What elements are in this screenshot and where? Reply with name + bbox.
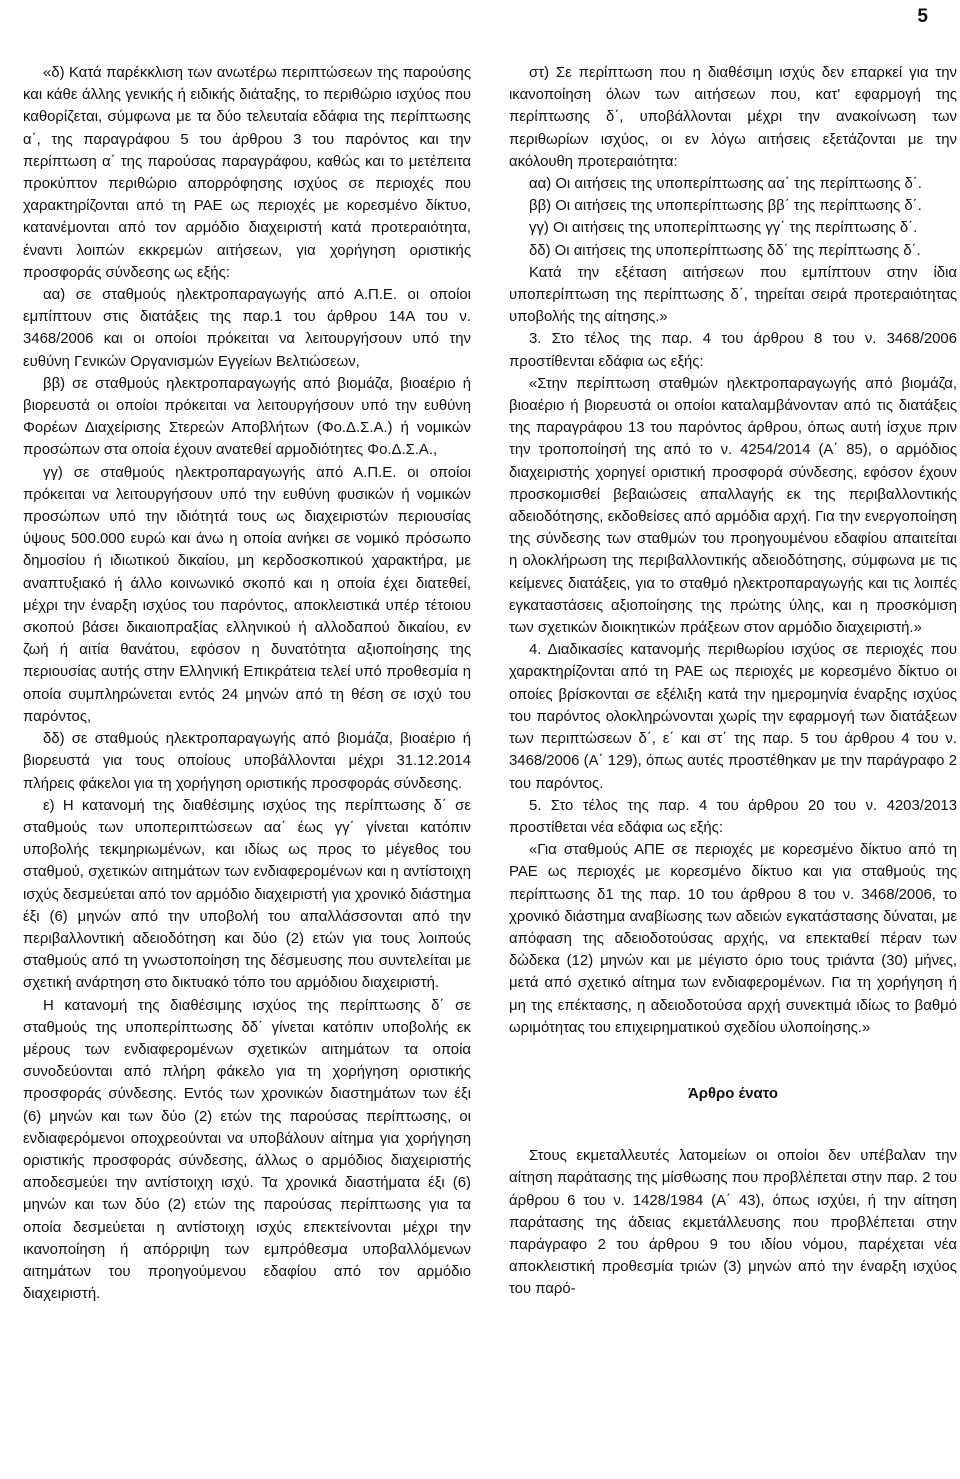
paragraph: στ) Σε περίπτωση που η διαθέσιμη ισχύς δεν επαρκεί για την ικανοποίηση όλων των αιτήσεων που, κατ' εφαρμογή της περίπτωσης δ΄, υποβάλλονται μέχρι την ανακοίνωση των περιθωρίων ισχύος, οι εν λόγω αιτήσεις εξετάζονται με την ακόλουθη προτεραιότητα:: [509, 65, 957, 170]
article-text: Στους εκμεταλλευτές λατομείων οι οποίοι δεν υπέβαλαν την αίτηση παράτασης της μίσθωσης που προβλέπεται στην παρ. 2 του άρθρου 6 του ν. 1428/1984 (Α΄ 43), όπως ισχύει, ή την αίτηση παράτασης της άδειας εκμετάλλευσης που προβλέπεται στην παράγραφο 2 του άρθρου 9 του ιδίου νόμου, παρέχεται νέα αποκλειστική προθεσμία τριών (3) μηνών από την έναρξη ισχύος του παρό-: [509, 1148, 957, 1298]
paragraph: Κατά την εξέταση αιτήσεων που εμπίπτουν στην ίδια υποπερίπτωση της περίπτωσης δ΄, τηρείται σειρά προτεραιότητας υποβολής της αίτησης.»: [509, 264, 957, 326]
paragraph: 4. Διαδικασίες κατανομής περιθωρίου ισχύος σε περιοχές που χαρακτηρίζονται από τη ΡΑΕ ως περιοχές με κορεσμένο δίκτυο οι οποίες βρίσκονται σε εξέλιξη κατά την ημερομηνία έναρξης ισχύος του παρόντος ολοκληρώνονται χωρίς την εφαρμογή των διατάξεων των περιπτώσεων δ΄, ε΄ και στ΄ της παρ. 5 του άρθρου 4 του ν. 3468/2006 (Α΄ 129), όπως αυτές προστέθηκαν με την παράγραφο 2 του παρόντος.: [509, 642, 957, 792]
right-column: [509, 62, 957, 1301]
paragraph: δδ) Οι αιτήσεις της υποπερίπτωσης δδ΄ της περίπτωσης δ΄.: [529, 242, 921, 259]
paragraph: γγ) σε σταθμούς ηλεκτροπαραγωγής από Α.Π.Ε. οι οποίοι πρόκειται να λειτουργήσουν υπό την ευθύνη φυσικών ή νομικών προσώπων υπό την ιδιότητά τους ως διαχειριστών περιουσίας ύψους 500.000 ευρώ και άνω η οποία ανήκει σε νομικό πρόσωπο δημοσίου ή ιδιωτικού δικαίου, μη κερδοσκοπικού χαρακτήρα, με αναπτυξιακό ή άλλο κοινωνικό σκοπό και η οποία έχει διατεθεί, μέχρι την έναρξη ισχύος του παρόντος, αποκλειστικά υπέρ τέτοιου σκοπού βάσει δικαιοπραξίας ελληνικού ή αλλοδαπού δικαίου, εν ζωή ή αιτία θανάτου, εφόσον η δυνατότητα αξιοποίησης της περιουσίας αυτής στην Ελληνική Επικράτεια τελεί υπό προθεσμία η οποία συμπληρώνεται εντός 24 μηνών από τη θέση σε ισχύ του παρόντος,: [23, 464, 471, 725]
paragraph: ββ) Οι αιτήσεις της υποπερίπτωσης ββ΄ της περίπτωσης δ΄.: [529, 198, 922, 215]
paragraph: 3. Στο τέλος της παρ. 4 του άρθρου 8 του ν. 3468/2006 προστίθενται εδάφια ως εξής:: [509, 331, 957, 370]
paragraph: ε) Η κατανομή της διαθέσιμης ισχύος της περίπτωσης δ΄ σε σταθμούς των υποπεριπτώσεων αα΄ έως γγ΄ γίνεται κατόπιν υποβολής τεκμηριωμένων, και ιδίως ως προς το μέγεθος του σταθμού, σχετικών αιτημάτων των ενδιαφερομένων και η αντίστοιχη ισχύς δεσμεύεται από τον αρμόδιο διαχειριστή για χρονικό διάστημα έξι (6) μηνών από την υποβολή του απαλλάσσονται από την περιβαλλοντική αδειοδότηση και δύο (2) ετών για τους λοιπούς σταθμούς από τη γνωστοποίηση της δέσμευσης που συντελείται με σχετική ανάρτηση στο δικτυακό τόπο του αρμόδιου διαχειριστή.: [23, 797, 471, 992]
paragraph: αα) σε σταθμούς ηλεκτροπαραγωγής από Α.Π.Ε. οι οποίοι εμπίπτουν στις διατάξεις της παρ.1 του άρθρου 14Α του ν. 3468/2006 και οι οποίοι πρόκειται να λειτουργήσουν υπό την ευθύνη Γενικών Οργανισμών Εγγείων Βελτιώσεων,: [23, 287, 471, 370]
article-title: Άρθρο ένατο: [688, 1085, 778, 1102]
left-column: [23, 62, 471, 1305]
paragraph: Η κατανομή της διαθέσιμης ισχύος της περίπτωσης δ΄ σε σταθμούς της υποπερίπτωσης δδ΄ γίνεται κατόπιν υποβολής εκ μέρους των ενδιαφερομένων σχετικών αιτημάτων τα οποία συνοδεύονται από πλήρη φάκελο για τη χορήγηση οριστικής προσφοράς σύνδεσης. Εντός των χρονικών διαστημάτων των έξι (6) μηνών και των δύο (2) ετών της παρούσας περίπτωσης, οι ενδιαφερόμενοι οποχρεούνται να υποβάλουν αίτημα για χορήγηση οριστικής προσφοράς σύνδεσης, άλλως ο αρμόδιος διαχειριστής αποδεσμεύει την αντίστοιχη ισχύ. Τα χρονικά διαστήματα έξι (6) μηνών και των δύο (2) ετών της παρούσας περίπτωσης για τα οποία δεσμεύεται η αντίστοιχη ισχύς επεκτείνονται μέχρι την ικανοποίηση ή απόρριψη των εμπρόθεσμα υποβαλλόμενων αιτημάτων του προηγούμενου εδαφίου από τον αρμόδιο διαχειριστή.: [23, 997, 471, 1303]
paragraph: αα) Οι αιτήσεις της υποπερίπτωσης αα΄ της περίπτωσης δ΄.: [529, 176, 922, 193]
page-number: 5: [917, 6, 928, 27]
paragraph: «Για σταθμούς ΑΠΕ σε περιοχές με κορεσμένο δίκτυο από τη ΡΑΕ ως περιοχές με κορεσμένο δίκτυο και για σταθμούς της περίπτωσης δ1 της παρ. 10 του άρθρου 8 του ν. 3468/2006, το χρονικό διάστημα αναβίωσης των αδειών εγκατάστασης δύναται, με απόφαση της αδειοδοτούσας αρχής, να επεκταθεί πέραν των δώδεκα (12) μηνών και με μέγιστο όριο τους τριάντα (30) μήνες, μετά από σχετικό αίτημα των ενδιαφερομένων. Για τη χορήγηση ή μη της επέκτασης, η αδειοδοτούσα αρχή συνεκτιμά ιδίως το βαθμό ωριμότητας του επιχειρηματικού σχεδίου υλοποίησης.»: [509, 842, 957, 1036]
paragraph: 5. Στο τέλος της παρ. 4 του άρθρου 20 του ν. 4203/2013 προστίθεται νέα εδάφια ως εξής:: [509, 797, 957, 836]
paragraph: «δ) Κατά παρέκκλιση των ανωτέρω περιπτώσεων της παρούσης και κάθε άλλης γενικής ή ειδικής διάταξης, το περιθώριο ισχύος που καθορίζεται, σύμφωνα με τα δύο τελευταία εδάφια της περίπτωσης α΄, της παραγράφου 5 του άρθρου 3 του παρόντος και την περίπτωση α΄ της παρούσας παραγράφου, καθώς και το μετέπειτα προκύπτον περιθώριο απορρόφησης ισχύος σε περιοχές που χαρακτηρίζονται από τη ΡΑΕ ως περιοχές με κορεσμένο δίκτυο, κατανέμονται από τον αρμόδιο διαχειριστή κατά προτεραιότητα, έναντι λοιπών εκκρεμών αιτήσεων, για χορήγηση οριστικής προσφοράς σύνδεσης ως εξής:: [23, 65, 471, 281]
paragraph: ββ) σε σταθμούς ηλεκτροπαραγωγής από βιομάζα, βιοαέριο ή βιορευστά οι οποίοι πρόκειται να λειτουργήσουν υπό την ευθύνη Φορέων Διαχείρισης Στερεών Αποβλήτων (Φο.Δ.Σ.Α.) ή νομικών προσώπων στα οποία έχουν ανατεθεί αρμοδιότητες Φο.Δ.Σ.Α.,: [23, 375, 471, 459]
paragraph: δδ) σε σταθμούς ηλεκτροπαραγωγής από βιομάζα, βιοαέριο ή βιορευστά για τους οποίους υποβάλλονται μέχρι 31.12.2014 πλήρεις φάκελοι για τη χορήγηση οριστικής προσφοράς σύνδεσης.: [23, 731, 471, 792]
paragraph: γγ) Οι αιτήσεις της υποπερίπτωσης γγ΄ της περίπτωσης δ΄.: [529, 220, 918, 237]
paragraph: «Στην περίπτωση σταθμών ηλεκτροπαραγωγής από βιομάζα, βιοαέριο ή βιορευστά οι οποίοι καταλαμβάνονταν από τις διατάξεις της παραγράφου 13 του παρόντος άρθρου, όπως αυτή ίσχυε πριν την τροποποίησή της από το ν. 4254/2014 (Α΄ 85), ο αρμόδιος διαχειριστής χορηγεί οριστική προσφορά σύνδεσης, εφόσον έχουν προσκομισθεί βεβαιώσεις απαλλαγής εκ της περιβαλλοντικής αδειοδότησης, εκδοθείσες από αρμόδια αρχή. Για την ενεργοποίηση της σύνδεσης των σταθμών του προηγουμένου εδαφίου απαιτείται η ολοκλήρωση της περιβαλλοντικής αδειοδότησης, σύμφωνα με τις κείμενες διατάξεις, για το σταθμό ηλεκτροπαραγωγής και τις λοιπές εγκαταστάσεις αξιοποίησης της πρώτης ύλης, και η προσκόμιση των σχετικών διοικητικών πράξεων στον αρμόδιο διαχειριστή.»: [509, 375, 957, 637]
